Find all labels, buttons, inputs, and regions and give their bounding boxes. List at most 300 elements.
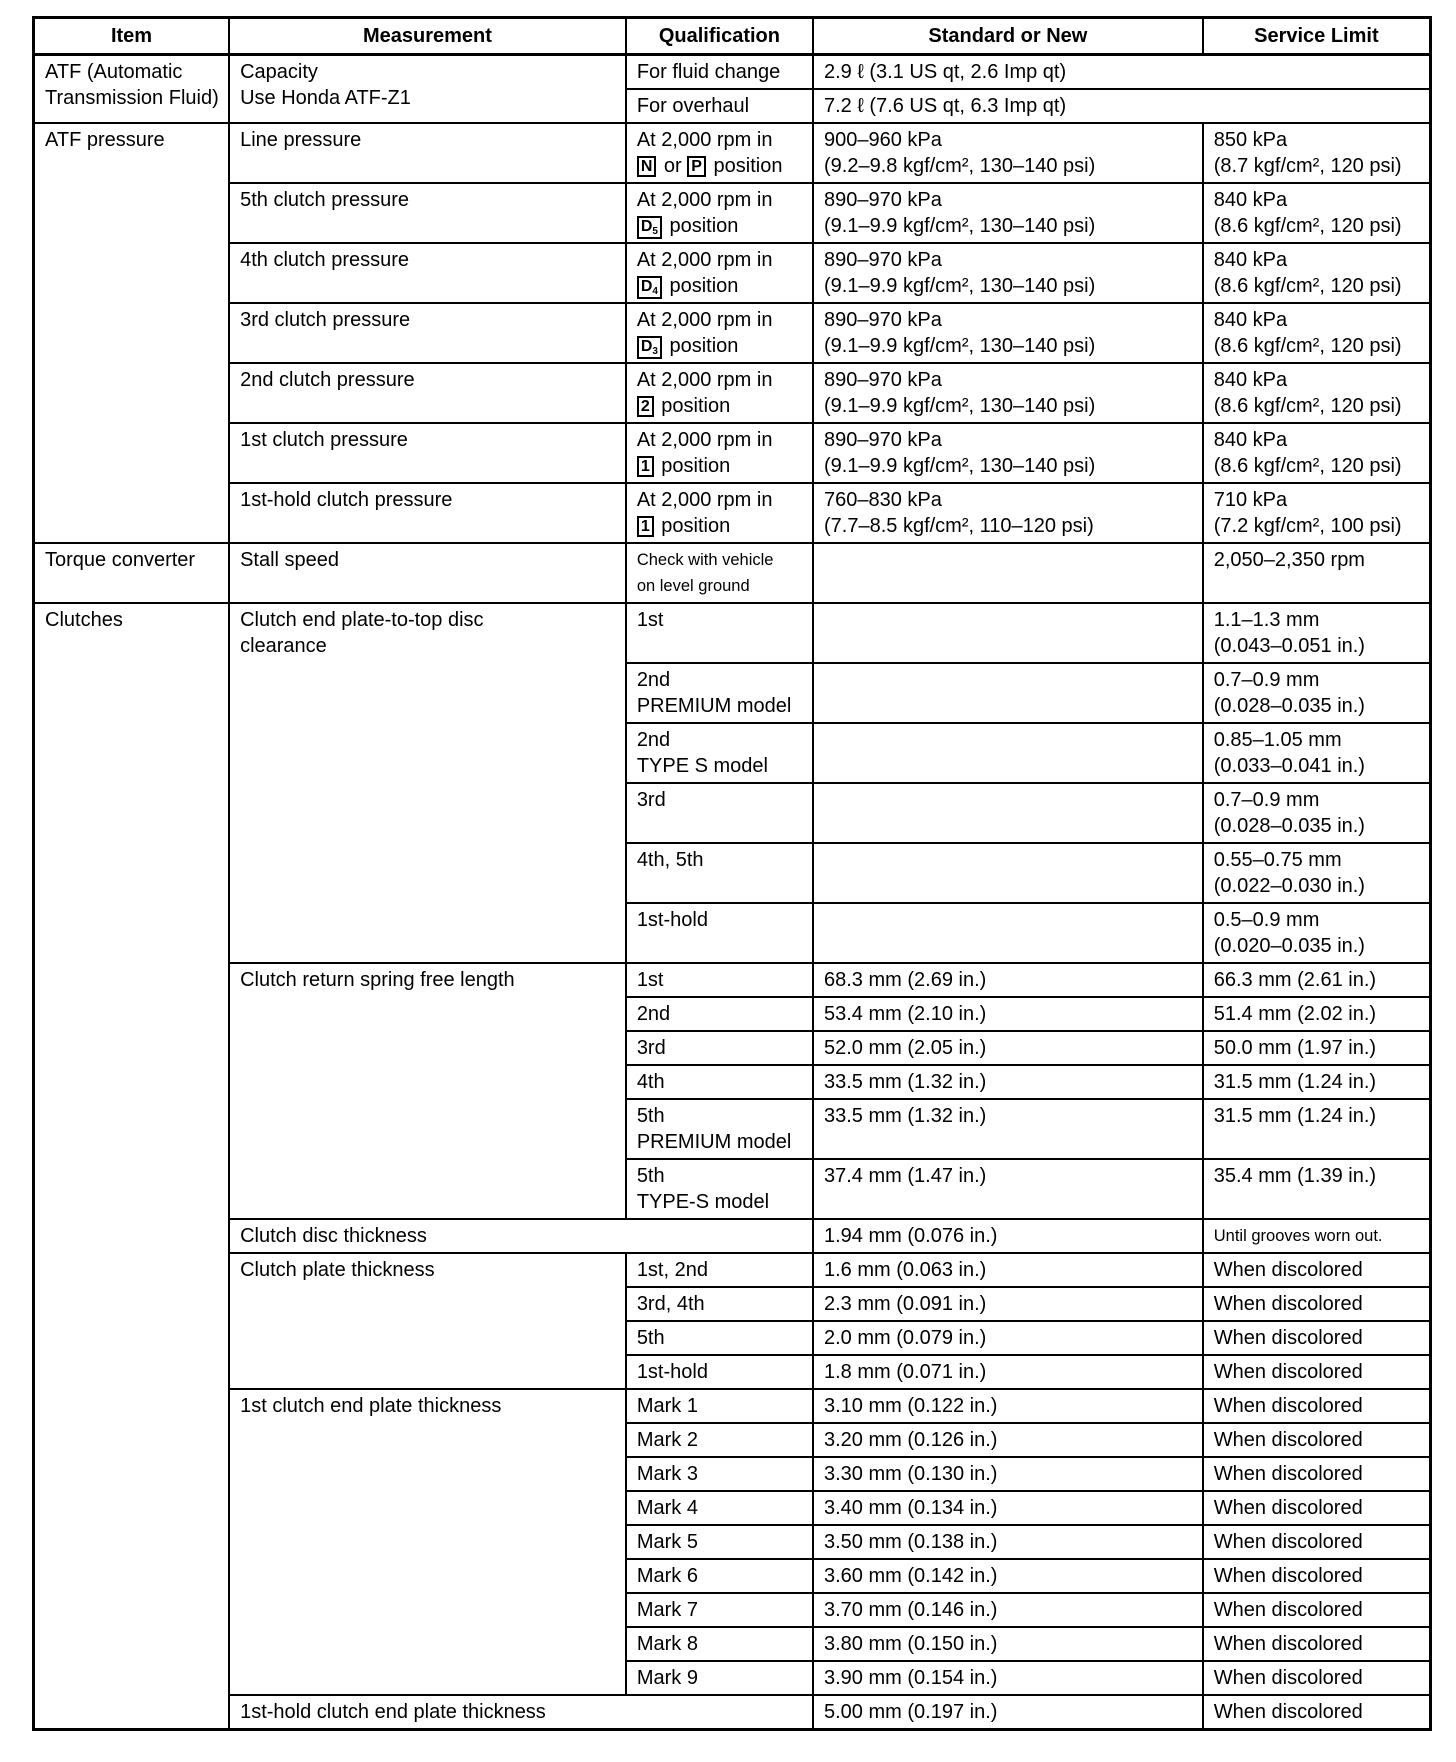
cell-text-line: Mark 5 [636, 1531, 698, 1553]
cell-text-line: 3rd [636, 789, 666, 811]
qualification-cell [626, 1099, 813, 1159]
cell-text-line: 1st-hold [636, 1361, 708, 1383]
cell-text-line: (8.6 kgf/cm², 120 psi) [1213, 395, 1402, 417]
service-limit-cell [1203, 1457, 1431, 1491]
cell-text-line: At 2,000 rpm in [636, 489, 773, 511]
qualification-cell [626, 663, 813, 723]
cell-text-line: 31.5 mm (1.24 in.) [1213, 1105, 1377, 1127]
cell-text-line: (7.2 kgf/cm², 100 psi) [1213, 515, 1402, 537]
table-row [34, 543, 1431, 603]
cell-text-line: For fluid change [636, 61, 781, 83]
cell-text-line: Use Honda ATF-Z1 [240, 87, 411, 109]
cell-text-line: 0.5–0.9 mm [1213, 909, 1320, 931]
measurement-cell [229, 1219, 813, 1253]
cell-text-line: When discolored [1213, 1565, 1363, 1587]
table-row [34, 55, 1431, 90]
standard-cell [813, 1355, 1203, 1389]
qualification-cell [626, 1593, 813, 1627]
cell-text-line: 31.5 mm (1.24 in.) [1213, 1071, 1377, 1093]
item-cell [34, 123, 230, 543]
service-limit-cell [1203, 1031, 1431, 1065]
qualification-cell [626, 1321, 813, 1355]
service-limit-cell [1203, 997, 1431, 1031]
shift-position-indicator-1: 1 [637, 456, 654, 477]
cell-text-line: When discolored [1213, 1497, 1363, 1519]
qualification-cell [626, 123, 813, 183]
service-limit-cell [1203, 723, 1431, 783]
cell-text-line: When discolored [1213, 1701, 1363, 1723]
spec-table-head [34, 18, 1431, 55]
cell-text-line: 900–960 kPa [824, 129, 942, 151]
column-header-item: Item [34, 18, 230, 55]
cell-text-line: 760–830 kPa [824, 489, 942, 511]
service-limit-cell [1203, 183, 1431, 243]
qualification-cell [626, 903, 813, 963]
cell-text-line: (8.6 kgf/cm², 120 psi) [1213, 335, 1402, 357]
standard-cell [813, 55, 1431, 90]
qualification-cell [626, 89, 813, 123]
cell-text-line: 890–970 kPa [824, 309, 942, 331]
cell-text-line: 3.10 mm (0.122 in.) [824, 1395, 998, 1417]
cell-text-line: 3.90 mm (0.154 in.) [824, 1667, 998, 1689]
service-limit-cell [1203, 1355, 1431, 1389]
cell-text-line: 2.0 mm (0.079 in.) [824, 1327, 987, 1349]
shift-position-indicator-D3: $D_3$ [637, 336, 662, 359]
cell-text-line: When discolored [1213, 1395, 1363, 1417]
cell-text-line: TYPE-S model [636, 1191, 770, 1213]
table-row [34, 423, 1431, 483]
service-limit-cell [1203, 1525, 1431, 1559]
cell-text-line: 68.3 mm (2.69 in.) [824, 969, 987, 991]
standard-cell [813, 1627, 1203, 1661]
qualification-cell [626, 603, 813, 663]
cell-text-line: 890–970 kPa [824, 249, 942, 271]
cell-text-line: Transmission Fluid) [45, 87, 219, 109]
cell-text-line: 850 kPa [1213, 129, 1288, 151]
cell-text-line: 840 kPa [1213, 309, 1288, 331]
service-limit-cell [1203, 1491, 1431, 1525]
standard-cell [813, 423, 1203, 483]
cell-text-line: Clutch plate thickness [240, 1259, 435, 1281]
cell-text-line: 840 kPa [1213, 189, 1288, 211]
service-limit-cell [1203, 1389, 1431, 1423]
cell-text-line: 5.00 mm (0.197 in.) [824, 1701, 998, 1723]
service-limit-cell [1203, 423, 1431, 483]
service-limit-cell [1203, 1321, 1431, 1355]
cell-text-line: 1 position [637, 513, 804, 539]
cell-text-line: (0.033–0.041 in.) [1213, 755, 1365, 777]
cell-text-line: 1st clutch pressure [240, 429, 408, 451]
cell-text-line: When discolored [1213, 1429, 1363, 1451]
service-limit-cell [1203, 123, 1431, 183]
cell-text-line: 890–970 kPa [824, 189, 942, 211]
cell-text-line: 1.1–1.3 mm [1213, 609, 1320, 631]
cell-text-line: At 2,000 rpm in [636, 429, 773, 451]
service-limit-cell [1203, 783, 1431, 843]
cell-text-line: 2nd [636, 669, 671, 691]
cell-text-line: 3.50 mm (0.138 in.) [824, 1531, 998, 1553]
service-limit-cell [1203, 1627, 1431, 1661]
cell-text-line: 1st-hold [636, 909, 708, 931]
cell-text-line: When discolored [1213, 1327, 1363, 1349]
shift-position-indicator-D5: $D_5$ [637, 216, 662, 239]
service-limit-cell [1203, 903, 1431, 963]
item-cell [34, 55, 230, 124]
cell-text-line: At 2,000 rpm in [636, 189, 773, 211]
cell-text-line: 3.70 mm (0.146 in.) [824, 1599, 998, 1621]
cell-text-line: 52.0 mm (2.05 in.) [824, 1037, 987, 1059]
cell-text-line: 51.4 mm (2.02 in.) [1213, 1003, 1377, 1025]
measurement-cell [229, 1695, 813, 1730]
service-limit-cell [1203, 483, 1431, 543]
shift-position-indicator-P: P [687, 156, 706, 177]
cell-text-line: $D_3$ position [637, 333, 804, 359]
qualification-cell [626, 1627, 813, 1661]
cell-text-line: When discolored [1213, 1531, 1363, 1553]
cell-text-line: 0.7–0.9 mm [1213, 669, 1320, 691]
cell-text-line: Mark 1 [636, 1395, 698, 1417]
spec-table-body [34, 55, 1431, 1730]
table-row [34, 1695, 1431, 1730]
cell-text-line: 4th, 5th [636, 849, 704, 871]
standard-cell [813, 1423, 1203, 1457]
standard-cell [813, 1491, 1203, 1525]
cell-text-line: When discolored [1213, 1463, 1363, 1485]
shift-position-indicator-1: 1 [637, 516, 654, 537]
shift-position-indicator-N: N [637, 156, 657, 177]
cell-text-line: (8.6 kgf/cm², 120 psi) [1213, 275, 1402, 297]
qualification-cell [626, 543, 813, 603]
measurement-cell [229, 303, 626, 363]
spec-table [32, 16, 1432, 1731]
cell-text-line: clearance [240, 635, 327, 657]
cell-text-line: 66.3 mm (2.61 in.) [1213, 969, 1377, 991]
table-row [34, 1253, 1431, 1287]
measurement-cell [229, 423, 626, 483]
cell-text-line: (9.1–9.9 kgf/cm², 130–140 psi) [824, 455, 1096, 477]
cell-text-line: At 2,000 rpm in [636, 249, 773, 271]
cell-text-line: Clutch disc thickness [240, 1225, 427, 1247]
cell-text-line: 2.3 mm (0.091 in.) [824, 1293, 987, 1315]
qualification-cell [626, 483, 813, 543]
service-limit-cell [1203, 1695, 1431, 1730]
cell-text-line: 2,050–2,350 rpm [1213, 549, 1365, 571]
qualification-cell [626, 1457, 813, 1491]
service-limit-cell [1203, 1559, 1431, 1593]
standard-cell [813, 603, 1203, 663]
qualification-cell [626, 997, 813, 1031]
cell-text-line: 1st, 2nd [636, 1259, 708, 1281]
cell-text-line: 4th clutch pressure [240, 249, 410, 271]
cell-text-line: (0.028–0.035 in.) [1213, 815, 1365, 837]
cell-text-line: 2.9 ℓ (3.1 US qt, 2.6 Imp qt) [824, 61, 1067, 83]
cell-text-line: Mark 8 [636, 1633, 698, 1655]
column-header-standard-or-new: Standard or New [813, 18, 1203, 55]
standard-cell [813, 1031, 1203, 1065]
standard-cell [813, 963, 1203, 997]
item-cell [34, 603, 230, 1730]
qualification-cell [626, 1287, 813, 1321]
cell-text-line: When discolored [1213, 1361, 1363, 1383]
cell-text-line: 53.4 mm (2.10 in.) [824, 1003, 987, 1025]
cell-text-line: Mark 4 [636, 1497, 698, 1519]
measurement-cell [229, 483, 626, 543]
standard-cell [813, 89, 1431, 123]
standard-cell [813, 243, 1203, 303]
cell-text-line: Clutch end plate-to-top disc [240, 609, 484, 631]
service-limit-cell [1203, 603, 1431, 663]
cell-text-line: At 2,000 rpm in [636, 309, 773, 331]
cell-text-line: Mark 2 [636, 1429, 698, 1451]
cell-text-line: 0.85–1.05 mm [1213, 729, 1342, 751]
cell-text-line: Until grooves worn out. [1213, 1227, 1383, 1245]
cell-text-line: 33.5 mm (1.32 in.) [824, 1071, 987, 1093]
qualification-cell [626, 783, 813, 843]
service-limit-cell [1203, 1219, 1431, 1253]
cell-text-line: 2nd clutch pressure [240, 369, 415, 391]
measurement-cell [229, 1389, 626, 1695]
cell-text-line: Torque converter [45, 549, 196, 571]
standard-cell [813, 363, 1203, 423]
qualification-cell [626, 1065, 813, 1099]
cell-text-line: 2 position [637, 393, 804, 419]
standard-cell [813, 483, 1203, 543]
standard-cell [813, 723, 1203, 783]
standard-cell [813, 1287, 1203, 1321]
standard-cell [813, 183, 1203, 243]
cell-text-line: (9.1–9.9 kgf/cm², 130–140 psi) [824, 275, 1096, 297]
cell-text-line: When discolored [1213, 1599, 1363, 1621]
cell-text-line: 1.94 mm (0.076 in.) [824, 1225, 998, 1247]
qualification-cell [626, 1389, 813, 1423]
standard-cell [813, 1389, 1203, 1423]
standard-cell [813, 1695, 1203, 1730]
table-row [34, 1389, 1431, 1423]
cell-text-line: 3.40 mm (0.134 in.) [824, 1497, 998, 1519]
qualification-cell [626, 303, 813, 363]
table-row [34, 183, 1431, 243]
measurement-cell [229, 55, 626, 124]
cell-text-line: 3rd [636, 1037, 666, 1059]
table-row [34, 363, 1431, 423]
cell-text-line: 840 kPa [1213, 429, 1288, 451]
standard-cell [813, 1253, 1203, 1287]
cell-text-line: 1st-hold clutch end plate thickness [240, 1701, 546, 1723]
qualification-cell [626, 1559, 813, 1593]
cell-text-line: ATF pressure [45, 129, 165, 151]
standard-cell [813, 1661, 1203, 1695]
cell-text-line: When discolored [1213, 1667, 1363, 1689]
service-limit-cell [1203, 1099, 1431, 1159]
table-row [34, 123, 1431, 183]
cell-text-line: 3rd, 4th [636, 1293, 705, 1315]
service-limit-cell [1203, 363, 1431, 423]
qualification-cell [626, 723, 813, 783]
cell-text-line: N or P position [637, 153, 804, 179]
standard-cell [813, 1457, 1203, 1491]
cell-text-line: At 2,000 rpm in [636, 369, 773, 391]
standard-cell [813, 1065, 1203, 1099]
cell-text-line: 5th [636, 1165, 665, 1187]
qualification-cell [626, 183, 813, 243]
service-limit-cell [1203, 663, 1431, 723]
cell-text-line: For overhaul [636, 95, 750, 117]
cell-text-line: 1.6 mm (0.063 in.) [824, 1259, 987, 1281]
item-cell [34, 543, 230, 603]
measurement-cell [229, 963, 626, 1219]
cell-text-line: Mark 6 [636, 1565, 698, 1587]
service-limit-cell [1203, 963, 1431, 997]
standard-cell [813, 1219, 1203, 1253]
standard-cell [813, 843, 1203, 903]
cell-text-line: Clutches [45, 609, 123, 631]
standard-cell [813, 1525, 1203, 1559]
cell-text-line: 2nd [636, 1003, 671, 1025]
cell-text-line: 1st [636, 969, 664, 991]
standard-cell [813, 543, 1203, 603]
cell-text-line: (0.022–0.030 in.) [1213, 875, 1365, 897]
service-limit-cell [1203, 1661, 1431, 1695]
cell-text-line: PREMIUM model [636, 695, 792, 717]
cell-text-line: $D_4$ position [637, 273, 804, 299]
service-limit-cell [1203, 243, 1431, 303]
cell-text-line: Check with vehicle [636, 551, 774, 569]
service-limit-cell [1203, 1253, 1431, 1287]
header-row [34, 18, 1431, 55]
cell-text-line: 33.5 mm (1.32 in.) [824, 1105, 987, 1127]
standard-cell [813, 1159, 1203, 1219]
standard-cell [813, 1099, 1203, 1159]
cell-text-line: When discolored [1213, 1259, 1363, 1281]
qualification-cell [626, 423, 813, 483]
cell-text-line: Mark 9 [636, 1667, 698, 1689]
column-header-measurement: Measurement [229, 18, 626, 55]
cell-text-line: 1 position [637, 453, 804, 479]
measurement-cell [229, 603, 626, 963]
cell-text-line: 5th [636, 1327, 665, 1349]
measurement-cell [229, 1253, 626, 1389]
qualification-cell [626, 363, 813, 423]
table-row [34, 963, 1431, 997]
cell-text-line: Mark 3 [636, 1463, 698, 1485]
cell-text-line: 3.30 mm (0.130 in.) [824, 1463, 998, 1485]
cell-text-line: (9.1–9.9 kgf/cm², 130–140 psi) [824, 215, 1096, 237]
cell-text-line: When discolored [1213, 1293, 1363, 1315]
measurement-cell [229, 543, 626, 603]
cell-text-line: 840 kPa [1213, 249, 1288, 271]
cell-text-line: Clutch return spring free length [240, 969, 515, 991]
service-limit-cell [1203, 303, 1431, 363]
cell-text-line: 0.55–0.75 mm [1213, 849, 1342, 871]
qualification-cell [626, 1661, 813, 1695]
standard-cell [813, 997, 1203, 1031]
standard-cell [813, 663, 1203, 723]
cell-text-line: (0.020–0.035 in.) [1213, 935, 1365, 957]
measurement-cell [229, 183, 626, 243]
standard-cell [813, 1593, 1203, 1627]
cell-text-line: 1st-hold clutch pressure [240, 489, 453, 511]
service-limit-cell [1203, 1287, 1431, 1321]
service-limit-cell [1203, 1065, 1431, 1099]
cell-text-line: (8.7 kgf/cm², 120 psi) [1213, 155, 1402, 177]
cell-text-line: When discolored [1213, 1633, 1363, 1655]
cell-text-line: 37.4 mm (1.47 in.) [824, 1165, 987, 1187]
standard-cell [813, 903, 1203, 963]
cell-text-line: Mark 7 [636, 1599, 698, 1621]
measurement-cell [229, 123, 626, 183]
cell-text-line: 890–970 kPa [824, 429, 942, 451]
cell-text-line: Stall speed [240, 549, 340, 571]
qualification-cell [626, 1491, 813, 1525]
cell-text-line: 3.80 mm (0.150 in.) [824, 1633, 998, 1655]
table-row [34, 243, 1431, 303]
cell-text-line: 4th [636, 1071, 665, 1093]
service-limit-cell [1203, 543, 1431, 603]
qualification-cell [626, 1355, 813, 1389]
cell-text-line: $D_5$ position [637, 213, 804, 239]
qualification-cell [626, 1159, 813, 1219]
cell-text-line: 3rd clutch pressure [240, 309, 411, 331]
table-row [34, 303, 1431, 363]
cell-text-line: Line pressure [240, 129, 362, 151]
cell-text-line: (0.028–0.035 in.) [1213, 695, 1365, 717]
table-row [34, 603, 1431, 663]
cell-text-line: ATF (Automatic [45, 61, 183, 83]
cell-text-line: 0.7–0.9 mm [1213, 789, 1320, 811]
service-limit-cell [1203, 1593, 1431, 1627]
qualification-cell [626, 1253, 813, 1287]
cell-text-line: 1st [636, 609, 664, 631]
standard-cell [813, 1559, 1203, 1593]
cell-text-line: Capacity [240, 61, 318, 83]
cell-text-line: on level ground [636, 577, 750, 595]
cell-text-line: (0.043–0.051 in.) [1213, 635, 1365, 657]
cell-text-line: 840 kPa [1213, 369, 1288, 391]
cell-text-line: (8.6 kgf/cm², 120 psi) [1213, 215, 1402, 237]
service-limit-cell [1203, 1423, 1431, 1457]
cell-text-line: 710 kPa [1213, 489, 1288, 511]
cell-text-line: (8.6 kgf/cm², 120 psi) [1213, 455, 1402, 477]
cell-text-line: 1st clutch end plate thickness [240, 1395, 502, 1417]
cell-text-line: 35.4 mm (1.39 in.) [1213, 1165, 1377, 1187]
cell-text-line: 1.8 mm (0.071 in.) [824, 1361, 987, 1383]
measurement-cell [229, 363, 626, 423]
cell-text-line: (9.2–9.8 kgf/cm², 130–140 psi) [824, 155, 1096, 177]
service-limit-cell [1203, 843, 1431, 903]
cell-text-line: 5th [636, 1105, 665, 1127]
cell-text-line: 3.20 mm (0.126 in.) [824, 1429, 998, 1451]
standard-cell [813, 783, 1203, 843]
standard-cell [813, 303, 1203, 363]
measurement-cell [229, 243, 626, 303]
column-header-qualification: Qualification [626, 18, 813, 55]
cell-text-line: 5th clutch pressure [240, 189, 410, 211]
cell-text-line: PREMIUM model [636, 1131, 792, 1153]
standard-cell [813, 123, 1203, 183]
qualification-cell [626, 843, 813, 903]
cell-text-line: (7.7–8.5 kgf/cm², 110–120 psi) [824, 515, 1094, 537]
cell-text-line: TYPE S model [636, 755, 768, 777]
column-header-service-limit: Service Limit [1203, 18, 1431, 55]
service-limit-cell [1203, 1159, 1431, 1219]
cell-text-line: (9.1–9.9 kgf/cm², 130–140 psi) [824, 335, 1096, 357]
table-row [34, 1219, 1431, 1253]
shift-position-indicator-D4: $D_4$ [637, 276, 662, 299]
qualification-cell [626, 1525, 813, 1559]
table-row [34, 483, 1431, 543]
standard-cell [813, 1321, 1203, 1355]
cell-text-line: 50.0 mm (1.97 in.) [1213, 1037, 1377, 1059]
